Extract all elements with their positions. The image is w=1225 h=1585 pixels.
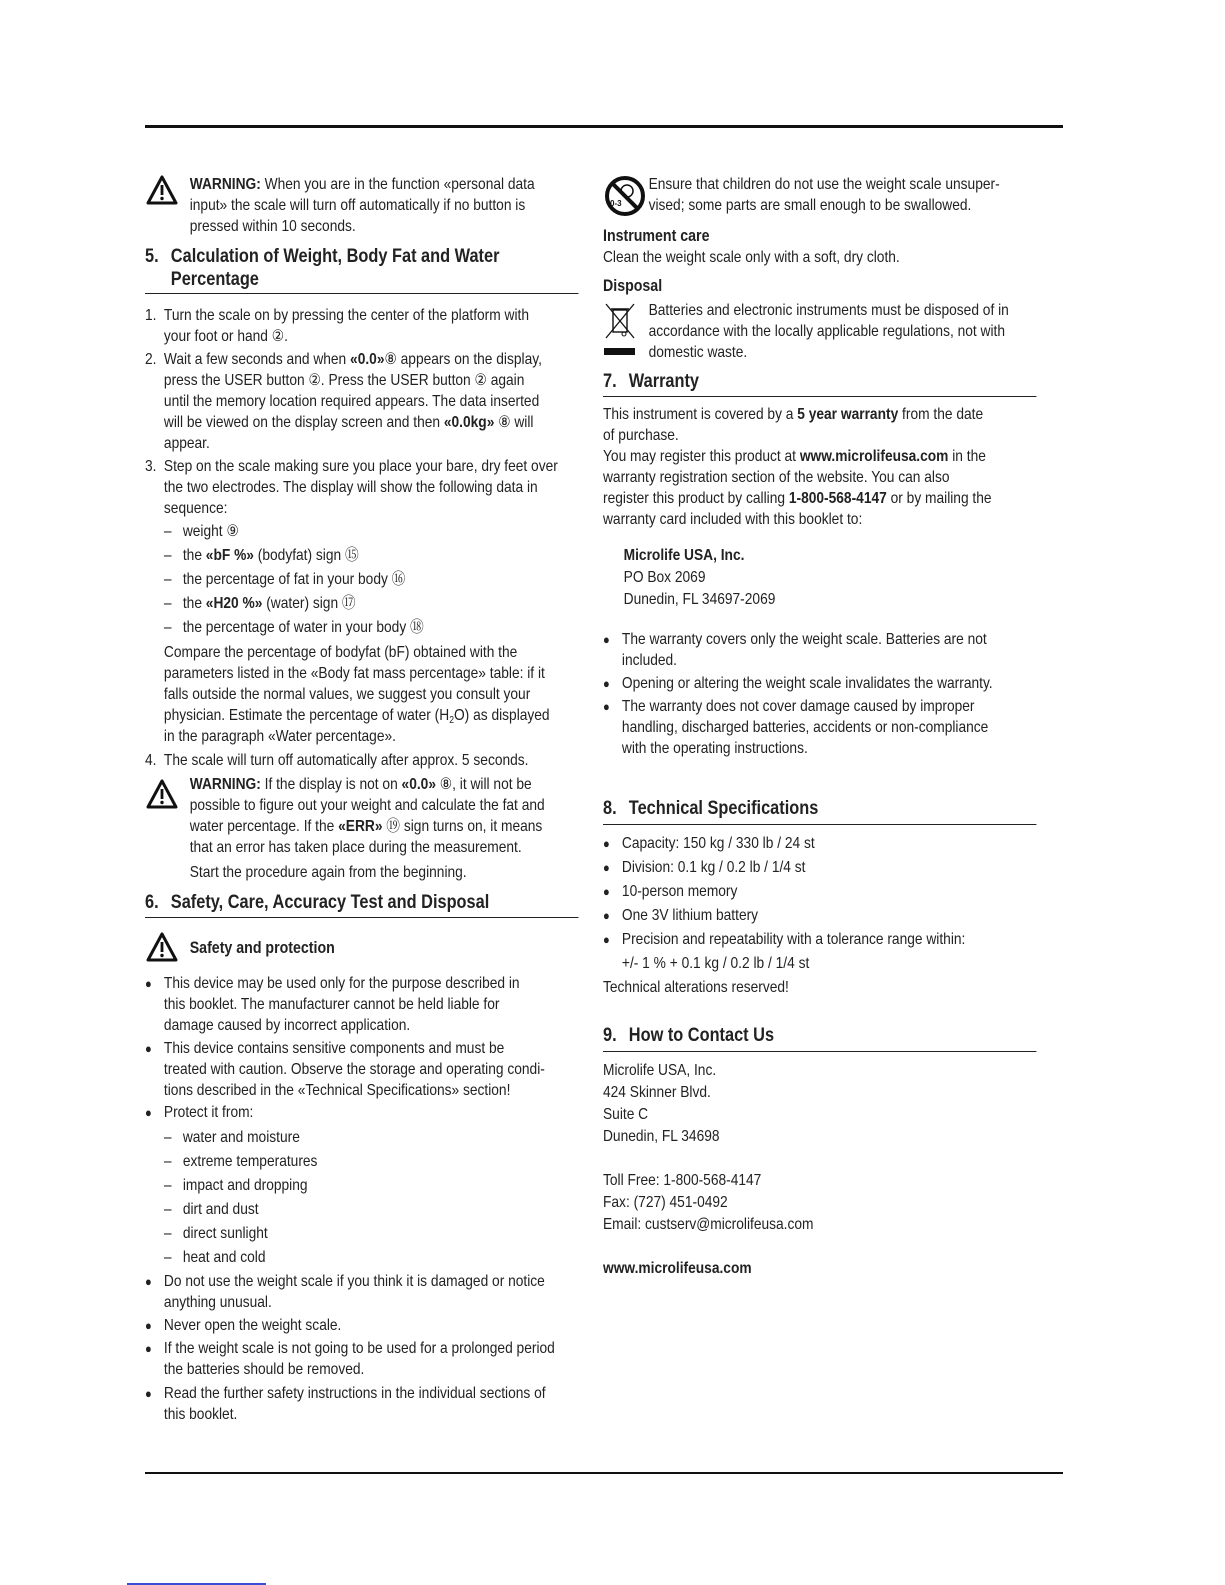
text-line — [624, 545, 776, 567]
dash-marker: – — [163, 1249, 172, 1266]
text-line — [622, 953, 809, 974]
text-segment: Email: custserv@microlifeusa.com — [603, 1216, 814, 1233]
text-segment: Never open the weight scale. — [163, 1316, 342, 1334]
warranty-paragraph — [603, 404, 992, 530]
section-number: 8. — [603, 798, 617, 819]
text-segment: ⑧, it will not be — [435, 775, 532, 793]
text-segment: 424 Skinner Blvd. — [603, 1084, 711, 1101]
text-segment: Read the further safety instructions in the individual sections of — [163, 1384, 546, 1402]
text-line — [164, 750, 579, 771]
text-segment: «0.0» — [401, 775, 436, 793]
text-line — [624, 567, 776, 589]
text-line — [164, 520, 424, 544]
text-segment: This device may be used only for the purpose described in — [163, 974, 520, 992]
text-segment: physician. Estimate the percentage of water (H — [163, 706, 450, 724]
protect-list — [164, 1126, 318, 1270]
text-line — [164, 544, 424, 568]
text-line — [145, 973, 520, 994]
text-segment: your foot or hand ②. — [163, 327, 288, 345]
text-line — [603, 1082, 720, 1104]
bullet-marker: ● — [603, 932, 610, 947]
text-line — [164, 1174, 318, 1198]
text-line — [145, 1292, 545, 1313]
bullet-item — [145, 1338, 555, 1380]
text-segment: pressed within 10 seconds. — [189, 217, 356, 235]
text-segment: direct sunlight — [182, 1225, 268, 1242]
text-segment: ⑲ sign turns on, it means — [382, 817, 543, 835]
text-line — [649, 321, 1009, 342]
section-number: 5. — [145, 245, 159, 267]
text-line — [190, 795, 545, 816]
text-segment: Batteries and electronic instruments must be disposed of in — [648, 301, 1009, 319]
text-segment: Division: 0.1 kg / 0.2 lb / 1/4 st — [621, 859, 806, 876]
text-line — [603, 738, 988, 759]
text-line — [164, 642, 550, 663]
dash-marker: – — [163, 1225, 172, 1242]
text-segment: of purchase. — [603, 426, 679, 444]
alterations-note — [603, 977, 789, 998]
text-segment: Dunedin, FL 34697-2069 — [623, 591, 776, 608]
text-segment: www.microlifeusa.com — [603, 1260, 752, 1277]
section-title: Calculation of Weight, Body Fat and Water — [170, 245, 500, 267]
text-line — [145, 994, 520, 1015]
text-segment: (bodyfat) sign ⑮ — [253, 547, 359, 564]
text-line — [164, 498, 579, 519]
text-segment: heat and cold — [182, 1249, 266, 1266]
bullet-marker: ● — [603, 631, 610, 647]
text-line — [603, 467, 992, 488]
text-line — [649, 174, 1000, 195]
bullet-marker: ● — [603, 675, 610, 691]
text-segment: Suite C — [603, 1106, 649, 1123]
list-number: 2. — [145, 350, 157, 368]
text-line — [190, 862, 467, 883]
text-segment: 5 year warranty — [797, 405, 899, 423]
text-line — [164, 663, 550, 684]
text-segment: One 3V lithium battery — [621, 907, 759, 924]
text-segment: WARNING: — [189, 175, 261, 193]
compare-paragraph — [164, 642, 550, 747]
text-line — [164, 433, 579, 454]
text-line — [649, 300, 1009, 321]
text-segment: Fax: (727) 451-0492 — [603, 1194, 728, 1211]
text-segment: (water) sign ⑰ — [262, 595, 356, 612]
text-segment: in the — [948, 447, 986, 465]
text-segment: If the display is not on — [260, 775, 402, 793]
text-segment: Technical alterations reserved! — [603, 979, 789, 996]
text-segment: «0.0» — [350, 350, 385, 368]
text-segment: warranty card included with this booklet to: — [603, 510, 863, 528]
bullet-item — [603, 629, 987, 671]
bullet-item — [603, 673, 993, 694]
text-segment: the two electrodes. The display will show the following data in — [163, 478, 538, 496]
text-segment: The warranty covers only the weight scale. Batteries are not — [621, 630, 987, 648]
list-item — [145, 349, 578, 454]
text-segment: Wait a few seconds and when — [163, 350, 351, 368]
section-title: Technical Specifications — [628, 798, 819, 819]
text-segment: until the memory location required appears. The data inserted — [163, 392, 540, 410]
text-line — [603, 247, 900, 268]
svg-text:0-3: 0-3 — [610, 199, 622, 208]
dash-marker: – — [163, 1153, 172, 1170]
sequence-list — [164, 520, 424, 640]
text-segment: If the weight scale is not going to be used for a prolonged period — [163, 1339, 555, 1357]
text-line — [164, 592, 424, 616]
dash-marker: – — [163, 1177, 172, 1194]
text-segment: When you are in the function «personal data — [260, 175, 535, 193]
bullet-marker: ● — [145, 1104, 152, 1120]
text-segment: anything unusual. — [163, 1293, 272, 1311]
text-line — [603, 832, 965, 856]
bullet-marker: ● — [145, 1040, 152, 1056]
text-line — [603, 404, 992, 425]
text-line — [624, 589, 776, 611]
text-segment: possible to figure out your weight and calculate the fat and — [189, 796, 545, 814]
text-segment: or by mailing the — [886, 489, 992, 507]
dash-marker: – — [163, 595, 172, 612]
text-line — [603, 1258, 752, 1279]
section-rule — [145, 293, 578, 294]
text-segment: 2 — [449, 714, 454, 726]
bullet-marker: ● — [603, 698, 610, 714]
text-segment: weight ⑨ — [182, 523, 239, 540]
text-segment: 10-person memory — [621, 883, 738, 900]
text-segment: register this product by calling — [603, 489, 789, 507]
text-segment: The warranty does not cover damage caused by improper — [621, 697, 975, 715]
text-line — [603, 650, 987, 671]
text-line — [164, 1246, 318, 1270]
tolerance-value — [622, 953, 809, 974]
bullet-marker: ● — [603, 860, 610, 875]
text-line — [164, 568, 424, 592]
text-line — [603, 880, 965, 904]
text-segment: 1-800-568-4147 — [788, 489, 887, 507]
text-line — [164, 1222, 318, 1246]
text-segment: this booklet. — [163, 1405, 238, 1423]
text-line — [164, 391, 579, 412]
list-item — [145, 305, 578, 347]
contact-address — [603, 1060, 720, 1148]
text-line — [603, 904, 965, 928]
warning-personal-data — [190, 174, 535, 237]
text-segment: handling, discharged batteries, accidents or non-compliance — [621, 718, 989, 736]
bullet-marker: ● — [145, 1340, 152, 1356]
text-segment: extreme temperatures — [182, 1153, 318, 1170]
text-segment: This instrument is covered by a — [603, 405, 798, 423]
text-line — [603, 673, 993, 694]
section-number: 6. — [145, 892, 159, 913]
section-rule — [145, 917, 578, 918]
bullet-marker: ● — [603, 908, 610, 923]
text-segment: will be viewed on the display screen and then — [163, 413, 444, 431]
text-segment: You may register this product at — [603, 447, 800, 465]
text-segment: Microlife USA, Inc. — [603, 1062, 717, 1079]
text-segment: domestic waste. — [648, 343, 748, 361]
bullet-marker: ● — [145, 1317, 152, 1333]
bullet-item — [603, 696, 988, 759]
bullet-marker: ● — [145, 1385, 152, 1401]
text-segment: the batteries should be removed. — [163, 1360, 365, 1378]
section-title: How to Contact Us — [628, 1025, 775, 1046]
text-line — [164, 456, 579, 477]
text-line — [603, 629, 987, 650]
text-line — [145, 1080, 545, 1101]
text-segment: with the operating instructions. — [621, 739, 808, 757]
text-segment: accordance with the locally applicable regulations, not with — [648, 322, 1006, 340]
bullet-item — [145, 1102, 253, 1123]
text-segment: tions described in the «Technical Specifications» section! — [163, 1081, 511, 1099]
section-rule — [603, 1051, 1036, 1052]
text-segment: www.microlifeusa.com — [799, 447, 949, 465]
text-segment: Clean the weight scale only with a soft, dry cloth. — [603, 248, 900, 266]
text-segment: this booklet. The manufacturer cannot be held liable for — [163, 995, 500, 1013]
text-line — [603, 1192, 813, 1214]
text-line — [603, 1104, 720, 1126]
text-line — [603, 977, 789, 998]
text-line — [164, 1198, 318, 1222]
dash-marker: – — [163, 619, 172, 636]
text-segment: from the date — [898, 405, 984, 423]
text-line — [164, 477, 579, 498]
left-column — [145, 0, 578, 1585]
text-line — [603, 1214, 813, 1236]
text-segment: Ensure that children do not use the weight scale unsuper- — [648, 175, 1000, 193]
text-segment: the percentage of water in your body ⑱ — [182, 619, 424, 636]
text-segment: Step on the scale making sure you place your bare, dry feet over — [163, 457, 558, 475]
text-line — [164, 616, 424, 640]
text-segment: in the paragraph «Water percentage». — [163, 727, 396, 745]
text-line — [164, 726, 550, 747]
disposal-heading: Disposal — [603, 276, 663, 295]
bullet-marker: ● — [603, 836, 610, 851]
bullet-item — [145, 1315, 341, 1336]
text-segment: falls outside the normal values, we suggest you consult your — [163, 685, 531, 703]
text-line — [603, 856, 965, 880]
safety-heading: Safety and protection — [189, 938, 335, 957]
text-line — [603, 509, 992, 530]
section-number: 9. — [603, 1025, 617, 1046]
text-segment: O) as displayed — [453, 706, 550, 724]
text-line — [164, 349, 579, 370]
section-rule — [603, 396, 1036, 397]
text-segment: the — [182, 595, 206, 612]
text-segment: «bF %» — [205, 547, 254, 564]
text-segment: the percentage of fat in your body ⑯ — [182, 571, 406, 588]
text-segment: Do not use the weight scale if you think it is damaged or notice — [163, 1272, 545, 1290]
text-segment: WARNING: — [189, 775, 261, 793]
text-segment: Turn the scale on by pressing the center of the platform with — [163, 306, 530, 324]
bullet-marker: ● — [603, 884, 610, 899]
text-line — [164, 305, 579, 326]
text-segment: Protect it from: — [163, 1103, 254, 1121]
dash-marker: – — [163, 1129, 172, 1146]
text-line — [649, 195, 1000, 216]
text-segment: water percentage. If the — [189, 817, 339, 835]
text-line — [649, 342, 1009, 363]
text-segment: sequence: — [163, 499, 228, 517]
text-segment: input» the scale will turn off automatically if no button is — [189, 196, 526, 214]
warranty-address — [624, 545, 776, 611]
text-segment: «0.0kg» — [443, 413, 495, 431]
text-segment: «H20 %» — [205, 595, 263, 612]
text-segment: +/- 1 % + 0.1 kg / 0.2 lb / 1/4 st — [621, 955, 810, 972]
text-line — [145, 1359, 555, 1380]
children-warning — [649, 174, 1000, 216]
text-segment: included. — [621, 651, 678, 669]
text-line — [164, 705, 550, 726]
text-segment: that an error has taken place during the measurement. — [189, 838, 522, 856]
text-line — [190, 174, 535, 195]
text-line — [603, 717, 988, 738]
text-line — [164, 1150, 318, 1174]
text-line — [145, 1102, 253, 1123]
text-line — [603, 928, 965, 952]
text-line — [603, 1170, 813, 1192]
text-line — [190, 816, 545, 837]
text-line — [145, 1038, 545, 1059]
section-title: Percentage — [170, 268, 259, 290]
text-segment: the — [182, 547, 206, 564]
bullet-marker: ● — [145, 1273, 152, 1289]
warning-display-end — [190, 862, 467, 883]
text-segment: impact and dropping — [182, 1177, 308, 1194]
instrument-care-text — [603, 247, 900, 268]
dash-marker: – — [163, 571, 172, 588]
text-line — [164, 370, 579, 391]
dash-marker: – — [163, 1201, 172, 1218]
text-segment: This device contains sensitive components and must be — [163, 1039, 505, 1057]
text-segment: Toll Free: 1-800-568-4147 — [603, 1172, 762, 1189]
text-segment: Opening or altering the weight scale invalidates the warranty. — [621, 674, 993, 692]
text-segment: treated with caution. Observe the storage and operating condi- — [163, 1060, 545, 1078]
text-segment: Capacity: 150 kg / 330 lb / 24 st — [621, 835, 815, 852]
dash-marker: – — [163, 547, 172, 564]
text-segment: appear. — [163, 434, 210, 452]
bullet-item — [145, 1383, 546, 1425]
bullet-item — [145, 1271, 545, 1313]
text-segment: vised; some parts are small enough to be swallowed. — [648, 196, 972, 214]
text-segment: Microlife USA, Inc. — [623, 547, 745, 564]
warning-display — [190, 774, 545, 858]
text-segment: Compare the percentage of bodyfat (bF) obtained with the — [163, 643, 518, 661]
text-segment: PO Box 2069 — [623, 569, 706, 586]
text-segment: dirt and dust — [182, 1201, 259, 1218]
text-line — [603, 1060, 720, 1082]
text-segment: «ERR» — [338, 817, 383, 835]
text-segment: ⑧ appears on the display, — [384, 350, 542, 368]
text-line — [164, 412, 579, 433]
text-line — [603, 446, 992, 467]
text-line — [145, 1383, 546, 1404]
list-number: 1. — [145, 306, 157, 324]
bullet-marker: ● — [145, 975, 152, 991]
text-line — [164, 1126, 318, 1150]
text-line — [603, 1126, 720, 1148]
text-line — [145, 1315, 341, 1336]
text-line — [145, 1338, 555, 1359]
text-line — [145, 1271, 545, 1292]
text-line — [190, 774, 545, 795]
text-segment: press the USER button ②. Press the USER button ② again — [163, 371, 525, 389]
list-item — [145, 750, 578, 771]
text-segment: ⑧ will — [494, 413, 534, 431]
disposal-text — [649, 300, 1009, 363]
right-column — [603, 0, 1036, 1585]
text-line — [603, 488, 992, 509]
text-line — [190, 216, 535, 237]
section-title: Safety, Care, Accuracy Test and Disposal — [170, 892, 490, 913]
text-segment: water and moisture — [182, 1129, 300, 1146]
text-line — [164, 326, 579, 347]
text-segment: The scale will turn off automatically after approx. 5 seconds. — [163, 751, 529, 769]
instrument-care-heading: Instrument care — [603, 226, 710, 245]
website-link[interactable] — [603, 1258, 752, 1279]
text-segment: Dunedin, FL 34698 — [603, 1128, 720, 1145]
section-title: Warranty — [628, 371, 700, 392]
text-segment: Start the procedure again from the beginning. — [189, 863, 467, 881]
bullet-item — [145, 1038, 545, 1101]
list-item — [145, 456, 578, 519]
text-segment: Precision and repeatability with a tolerance range within: — [621, 931, 966, 948]
text-segment: damage caused by incorrect application. — [163, 1016, 411, 1034]
text-line — [603, 425, 992, 446]
section-number: 7. — [603, 371, 617, 392]
contact-details — [603, 1170, 813, 1236]
section-rule — [603, 824, 1036, 825]
text-line — [164, 684, 550, 705]
bullet-item — [145, 973, 520, 1036]
list-number: 4. — [145, 751, 157, 769]
text-line — [145, 1059, 545, 1080]
text-line — [145, 1404, 546, 1425]
dash-marker: – — [163, 523, 172, 540]
text-segment: parameters listed in the «Body fat mass percentage» table: if it — [163, 664, 545, 682]
text-line — [603, 696, 988, 717]
text-line — [190, 195, 535, 216]
text-segment: warranty registration section of the website. You can also — [603, 468, 950, 486]
list-number: 3. — [145, 457, 157, 475]
spec-list — [603, 832, 965, 952]
text-line — [145, 1015, 520, 1036]
text-line — [190, 837, 545, 858]
